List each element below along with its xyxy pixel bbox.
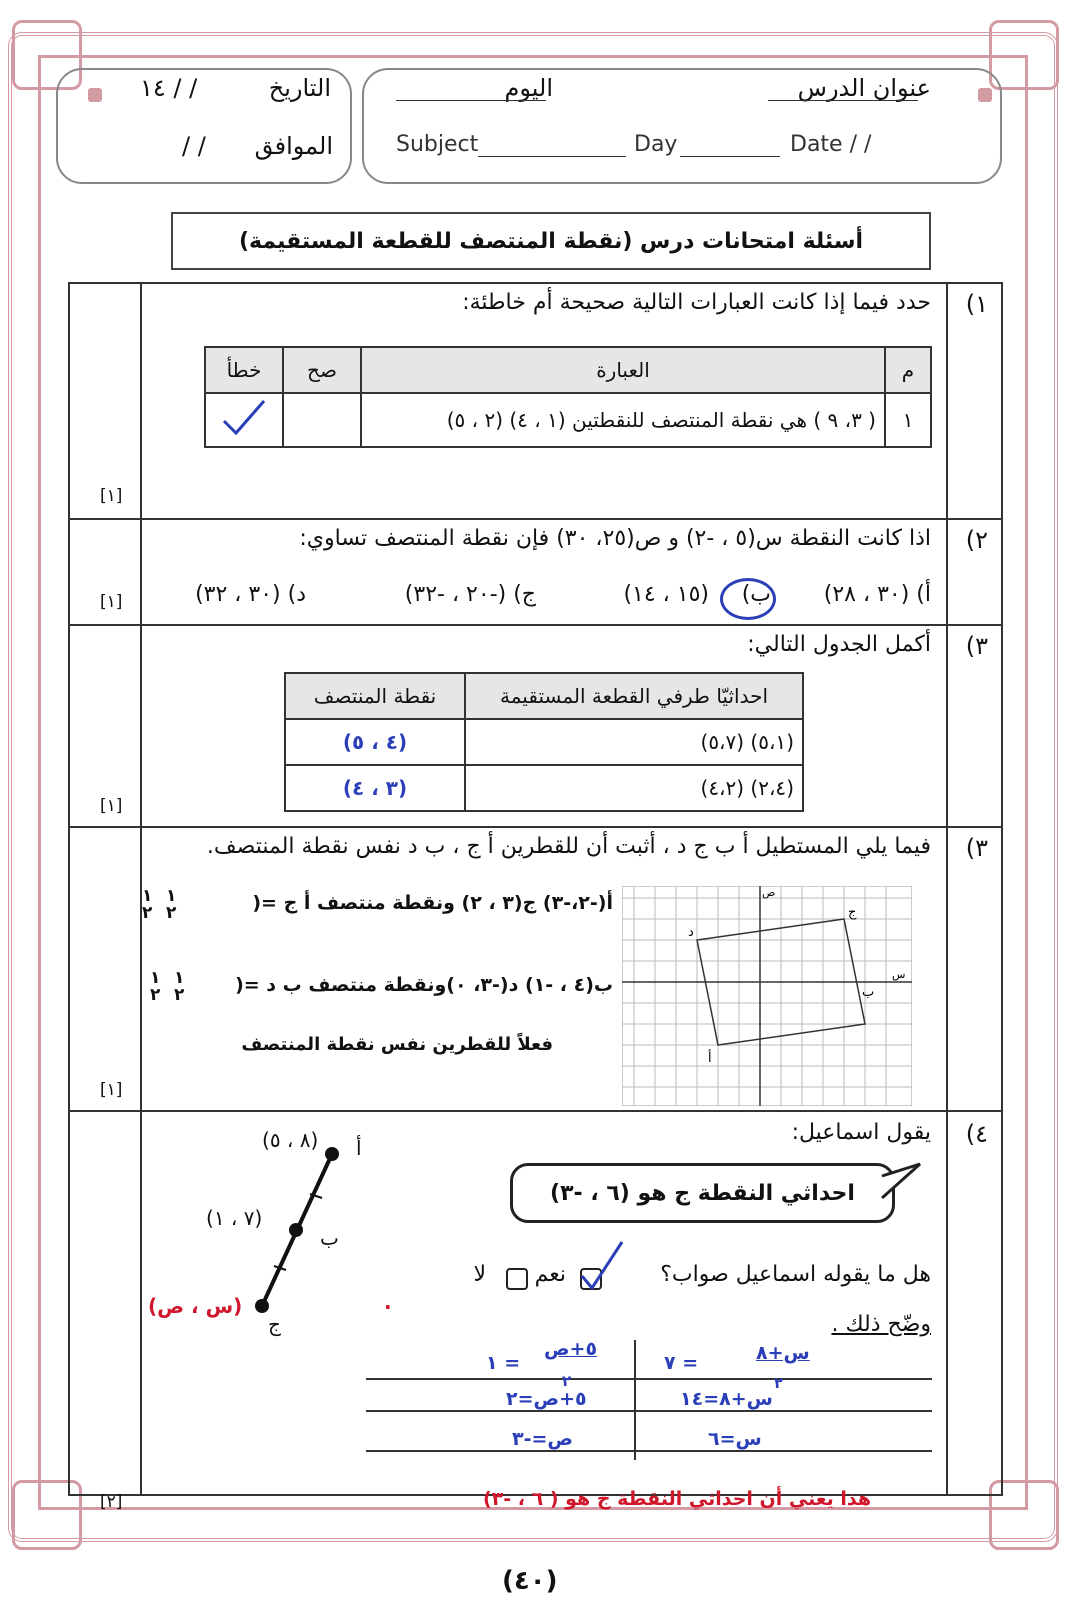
vertex-a-label: أ: [708, 1051, 712, 1066]
fraction-denominator: ٢: [166, 903, 177, 923]
option-a[interactable]: أ) (٣٠ ، ٢٨): [823, 582, 931, 607]
segment-diagram: [240, 1140, 360, 1320]
option-b-value: (١٥ ، ١٤): [623, 582, 709, 607]
vertex-c-label: ج: [848, 905, 857, 920]
question-number: ٣): [965, 632, 988, 660]
diagonal-ac-text: أ(-٢،-٣) ج(٣ ، ٢) ونقطة منتصف أ ج =(: [252, 892, 613, 914]
endpoints-cell: (٥،١) (٥،٧): [465, 719, 803, 765]
y-eq1-denominator: ٢: [562, 1372, 572, 1390]
y-axis-label: ص: [762, 886, 776, 899]
vertex-d-label: د: [688, 925, 694, 940]
midpoint-table: [284, 672, 804, 812]
diagonal-ac-work: [252, 892, 613, 914]
question-prompt: أكمل الجدول التالي:: [747, 632, 931, 657]
page-number: (٤٠): [502, 1566, 558, 1596]
mark-badge: [١]: [100, 592, 123, 612]
corresponding-label: الموافق: [254, 132, 333, 160]
question-number: ٢): [965, 526, 988, 554]
point-c-label: ج: [268, 1312, 281, 1336]
day-label: اليوم: [504, 74, 553, 102]
work-line: [366, 1410, 932, 1412]
point-a-value: (٨ ، ٥): [262, 1128, 319, 1152]
y-eq2: ٥+ص=٢: [506, 1388, 587, 1410]
row-divider: [68, 1110, 1003, 1112]
diagonal-bd-work: [235, 974, 613, 996]
x-eq1-denominator: ٢: [774, 1374, 784, 1392]
fraction-denominator: ٢: [142, 903, 153, 923]
mark-badge: [١]: [100, 486, 123, 506]
col-header-midpoint: نقطة المنتصف: [285, 673, 465, 719]
col-header-true: صح: [283, 347, 361, 393]
col-header-endpoints: احداثيّا طرفي القطعة المستقيمة: [465, 673, 803, 719]
fraction-numerator: ١: [150, 968, 161, 988]
fraction: [166, 888, 176, 922]
midpoint-answer[interactable]: (٣ ، ٤): [285, 765, 465, 811]
x-eq1-equals: = ٧: [664, 1352, 699, 1374]
fraction: [142, 888, 152, 922]
work-divider: [634, 1340, 636, 1460]
y-eq1-numerator: ٥+ص: [544, 1338, 598, 1360]
y-eq1-equals: = ١: [486, 1352, 521, 1374]
true-false-table: [204, 346, 932, 448]
lesson-title-label: عنوان الدرس: [797, 74, 931, 102]
endpoints-cell: (٢،٤) (٤،٢): [465, 765, 803, 811]
lesson-title-line: [768, 100, 918, 101]
checkmark-icon: [214, 395, 274, 441]
x-eq1-numerator: س+٨: [756, 1342, 810, 1364]
vertex-b-label: ب: [862, 985, 875, 1000]
question-prompt: اذا كانت النقطة س(٥ ، -٢) و ص(٢٥، ٣٠) فإن نقطة المنتصف تساوي:: [299, 526, 931, 551]
col-header-false: خطأ: [205, 347, 283, 393]
mark-badge: [٢]: [100, 1492, 123, 1512]
yes-label: نعم: [534, 1262, 566, 1287]
subject-line: [478, 156, 626, 157]
no-label: لا: [473, 1262, 486, 1287]
speech-tail-icon: [880, 1160, 930, 1210]
true-cell[interactable]: [283, 393, 361, 447]
yes-no-question: هل ما يقوله اسماعيل صواب؟: [660, 1262, 931, 1287]
day-line: [396, 100, 546, 101]
question-prompt: يقول اسماعيل:: [791, 1120, 931, 1145]
col-header-statement: العبارة: [361, 347, 885, 393]
point-a-label: أ: [356, 1136, 362, 1160]
final-answer: هذا يعني أن احداثي النقطة ج هو ( ٦ ، -٣): [482, 1488, 871, 1510]
y-eq3: ص=-٣: [512, 1428, 573, 1450]
page-title: أسئلة امتحانات درس (نقطة المنتصف للقطعة المستقيمة): [171, 212, 931, 270]
option-d[interactable]: د) (٣٠ ، ٣٢): [195, 582, 306, 607]
fraction-denominator: ٢: [150, 985, 161, 1005]
row-divider: [68, 624, 1003, 626]
checkmark-icon: [578, 1238, 626, 1294]
false-cell[interactable]: [205, 393, 283, 447]
point-c-value: (س ، ص): [148, 1294, 243, 1318]
day-en-label: Day: [634, 132, 678, 157]
question-number: ٤): [965, 1120, 988, 1148]
row-statement: ( ٣، ٩ ) هي نقطة المنتصف للنقطتين (١ ، ٤) (٢ ، ٥): [361, 393, 885, 447]
point-b-value: (٧ ، ١): [206, 1206, 263, 1230]
question-prompt: فيما يلي المستطيل أ ب ج د ، أثبت أن للقطرين أ ج ، ب د نفس نقطة المنتصف.: [206, 834, 931, 859]
midpoint-answer[interactable]: (٤ ، ٥): [285, 719, 465, 765]
mark-badge: [١]: [100, 796, 123, 816]
date-value: / / ١٤: [140, 74, 198, 102]
question-number: ٣): [965, 834, 988, 862]
option-b[interactable]: ب): [741, 582, 771, 607]
explain-prompt: وضّح ذلك .: [831, 1312, 931, 1337]
row-divider: [68, 826, 1003, 828]
work-line: [366, 1378, 932, 1380]
date-en-label: Date / /: [790, 132, 872, 157]
subject-label: Subject: [396, 132, 479, 157]
number-column-divider: [946, 282, 948, 1496]
row-divider: [68, 518, 1003, 520]
answer-circle: [720, 578, 776, 620]
question-prompt: حدد فيما إذا كانت العبارات التالية صحيحة أم خاطئة:: [462, 290, 931, 315]
diagonal-bd-text: ب(٤ ، -١) د(-٣، ٠)ونقطة منتصف ب د =(: [235, 974, 613, 996]
fraction-numerator: ١: [166, 886, 177, 906]
corner-ornament: [989, 20, 1059, 90]
fraction: [150, 970, 160, 1004]
point-b-label: ب: [320, 1226, 339, 1250]
fraction: [174, 970, 184, 1004]
row-number: ١: [885, 393, 931, 447]
day-en-line: [680, 156, 780, 157]
date-label: التاريخ: [268, 74, 331, 102]
x-eq2: س+٨=١٤: [680, 1388, 773, 1410]
fraction-numerator: ١: [142, 886, 153, 906]
col-header-number: م: [885, 347, 931, 393]
no-checkbox[interactable]: [506, 1268, 528, 1290]
fraction-denominator: ٢: [174, 985, 185, 1005]
stray-mark: .: [384, 1290, 392, 1314]
work-line: [366, 1450, 932, 1452]
corresponding-value: / /: [182, 132, 206, 160]
coordinate-grid: [622, 886, 912, 1106]
speech-bubble: احداثي النقطة ج هو (٦ ، -٣): [510, 1163, 895, 1223]
option-c[interactable]: ج) (-٢٠ ، -٣٢): [404, 582, 536, 607]
question-number: ١): [965, 290, 988, 318]
conclusion: فعلاً للقطرين نفس نقطة المنتصف: [241, 1034, 553, 1055]
x-eq3: س=٦: [708, 1428, 762, 1450]
x-axis-label: س: [892, 968, 906, 981]
mark-badge: [١]: [100, 1080, 123, 1100]
fraction-numerator: ١: [174, 968, 185, 988]
